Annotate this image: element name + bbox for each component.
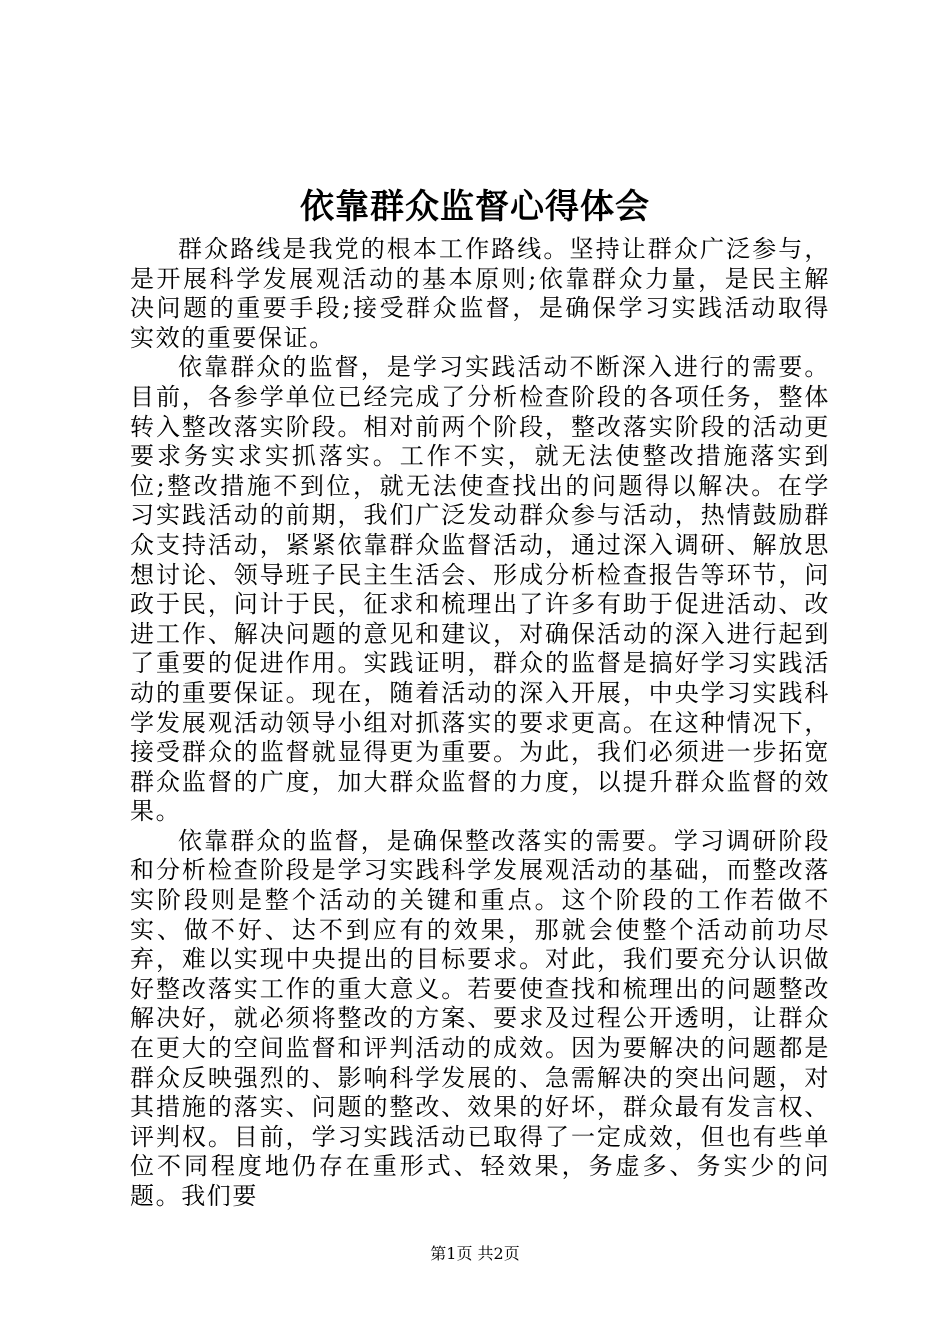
- document-body: [130, 235, 830, 1212]
- document-title: 依靠群众监督心得体会: [300, 187, 650, 227]
- page-footer: [0, 1243, 950, 1265]
- paragraph-2: 依靠群众的监督，是学习实践活动不断深入进行的需要。目前，各参学单位已经完成了分析检查阶段的各项任务，整体转入整改落实阶段。相对前两个阶段，整改落实阶段的活动更要求务实求实抓落实。工作不实，就无法使整改措施落实到位;整改措施不到位，就无法使查找出的问题得以解决。在学习实践活动的前期，我们广泛发动群众参与活动，热情鼓励群众支持活动，紧紧依靠群众监督活动，通过深入调研、解放思想讨论、领导班子民主生活会、形成分析检查报告等环节，问政于民，问计于民，征求和梳理出了许多有助于促进活动、改进工作、解决问题的意见和建议，对确保活动的深入进行起到了重要的促进作用。实践证明，群众的监督是搞好学习实践活动的重要保证。现在，随着活动的深入开展，中央学习实践科学发展观活动领导小组对抓落实的要求更高。在这种情况下，接受群众的监督就显得更为重要。为此，我们必须进一步拓宽群众监督的广度，加大群众监督的力度，以提升群众监督的效果。: [130, 353, 830, 826]
- paragraph-1: 群众路线是我党的根本工作路线。坚持让群众广泛参与，是开展科学发展观活动的基本原则;依靠群众力量，是民主解决问题的重要手段;接受群众监督，是确保学习实践活动取得实效的重要保证。: [130, 235, 830, 352]
- page-total: 共2页: [477, 1244, 520, 1263]
- page-number: 第1页: [430, 1244, 473, 1263]
- paragraph-3: 依靠群众的监督，是确保整改落实的需要。学习调研阶段和分析检查阶段是学习实践科学发展观活动的基础，而整改落实阶段则是整个活动的关键和重点。这个阶段的工作若做不实、做不好、达不到应有的效果，那就会使整个活动前功尽弃，难以实现中央提出的目标要求。对此，我们要充分认识做好整改落实工作的重大意义。若要使查找和梳理出的问题整改解决好，就必须将整改的方案、要求及过程公开透明，让群众在更大的空间监督和评判活动的成效。因为要解决的问题都是群众反映强烈的、影响科学发展的、急需解决的突出问题，对其措施的落实、问题的整改、效果的好坏，群众最有发言权、评判权。目前，学习实践活动已取得了一定成效，但也有些单位不同程度地仍存在重形式、轻效果，务虚多、务实少的问题。我们要: [130, 826, 830, 1210]
